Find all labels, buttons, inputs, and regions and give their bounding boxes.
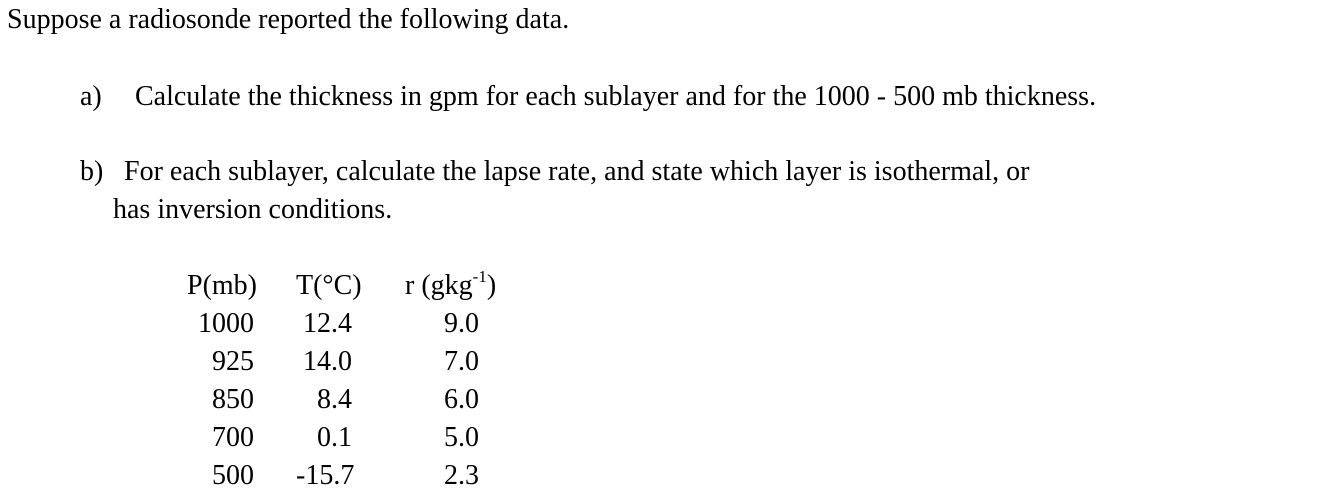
question-b-text-line2: has inversion conditions. [113,194,393,225]
temperature-cell: 14.0 [303,346,352,377]
temperature-cell: 0.1 [317,422,352,453]
question-a-marker: a) [80,81,102,112]
temperature-cell: -15.7 [296,460,355,491]
question-a-text: Calculate the thickness in gpm for each sublayer and for the 1000 - 500 mb thickness. [135,81,1097,112]
header-mixing-ratio-prefix: r (gkg [405,270,473,301]
header-temperature: T(°C) [296,270,362,301]
header-pressure: P(mb) [187,270,257,301]
header-mixing-ratio-exponent: -1 [472,267,487,286]
pressure-cell: 850 [212,384,254,415]
mixing-ratio-cell: 9.0 [444,308,479,339]
pressure-cell: 925 [212,346,254,377]
temperature-cell: 8.4 [317,384,352,415]
mixing-ratio-cell: 5.0 [444,422,479,453]
pressure-cell: 1000 [198,308,254,339]
intro-text: Suppose a radiosonde reported the following data. [7,4,570,35]
mixing-ratio-cell: 6.0 [444,384,479,415]
question-b-marker: b) [80,156,104,187]
header-mixing-ratio [405,267,497,301]
header-mixing-ratio-suffix: ) [486,270,497,301]
temperature-cell: 12.4 [303,308,352,339]
pressure-cell: 700 [212,422,254,453]
pressure-cell: 500 [212,460,254,491]
mixing-ratio-cell: 2.3 [444,460,479,491]
mixing-ratio-cell: 7.0 [444,346,479,377]
question-b-text-line1: For each sublayer, calculate the lapse rate, and state which layer is isothermal, or [124,156,1030,187]
